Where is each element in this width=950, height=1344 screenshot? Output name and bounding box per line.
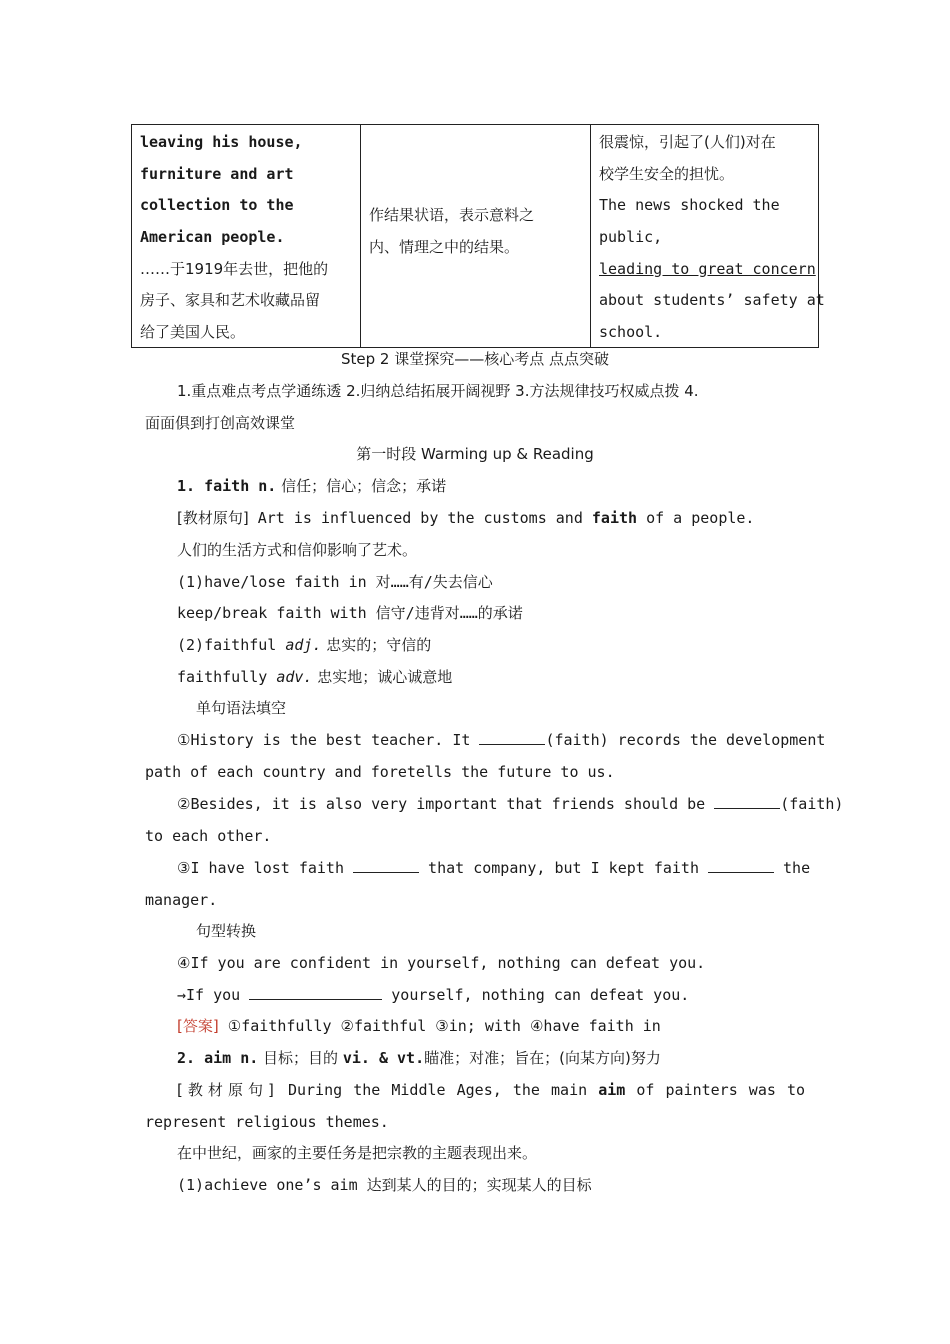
derivative-def: 忠实的；守信的 — [321, 636, 432, 654]
intro-line: 面面俱到打创高效课堂 — [145, 414, 296, 432]
exercise-question — [177, 979, 689, 1011]
table-col-sample — [591, 125, 825, 347]
table-text: ……于1919年去世，把他的 — [140, 259, 329, 278]
vocab-word: faith n. — [204, 477, 277, 495]
question-text: ②Besides, it is also very important that friends should be — [177, 795, 715, 813]
exercise-question — [177, 788, 844, 820]
table-text-underlined: leading to great concern — [599, 259, 816, 278]
table-text: 内、情理之中的结果。 — [369, 237, 520, 256]
section-heading: 第一时段 Warming up & Reading — [356, 445, 594, 463]
part-of-speech: adj. — [285, 636, 322, 654]
translation: 人们的生活方式和信仰影响了艺术。 — [177, 541, 418, 559]
question-text: (faith) — [780, 795, 844, 813]
answer-blank[interactable] — [479, 728, 545, 745]
exercise-title: 单句语法填空 — [196, 699, 287, 717]
vocab-definition: 信任；信心；信念；承诺 — [276, 477, 447, 495]
derivative-line — [177, 629, 431, 661]
table-text: school. — [599, 323, 663, 342]
table-text: about students’ safety at — [599, 291, 825, 310]
answer-blank[interactable] — [353, 856, 419, 873]
source-label: [教材原句] — [177, 1081, 277, 1099]
exercise-question-cont: path of each country and foretells the future to us. — [145, 763, 615, 781]
question-text: ③I have lost faith — [177, 859, 354, 877]
question-text: (faith) records the development — [545, 731, 826, 749]
question-text: →If you — [177, 986, 250, 1004]
exercise-question — [177, 852, 811, 884]
source-sentence-cont: represent religious themes. — [145, 1113, 389, 1131]
table-text: 作结果状语，表示意料之 — [369, 206, 535, 224]
table-text: collection to the — [140, 196, 294, 215]
exercise-question — [177, 724, 826, 756]
question-text: ①History is the best teacher. It — [177, 731, 480, 749]
question-text: yourself, nothing can defeat you. — [382, 986, 690, 1004]
grammar-table — [131, 124, 825, 348]
phrase-line: (1)achieve one’s aim 达到某人的目的；实现某人的目标 — [177, 1176, 592, 1194]
source-keyword: aim — [598, 1081, 626, 1099]
question-text: the — [774, 859, 811, 877]
step-heading: Step 2 课堂探究——核心考点 点点突破 — [340, 350, 609, 368]
phrase-line: (1)have/lose faith in 对……有/失去信心 — [177, 573, 493, 591]
part-of-speech: adv. — [276, 668, 313, 686]
answer-blank[interactable] — [249, 983, 382, 1000]
answer-label: [答案] — [177, 1017, 219, 1035]
exercise-question-cont: to each other. — [145, 827, 272, 845]
exercise-title: 句型转换 — [196, 922, 257, 940]
table-text: 房子、家具和艺术收藏品留 — [140, 291, 321, 310]
derivative-word: faithfully — [177, 668, 277, 686]
table-text: leaving his house, — [140, 133, 303, 151]
question-text: that company, but I kept faith — [419, 859, 708, 877]
answer-line — [177, 1010, 661, 1042]
table-text: American people. — [140, 228, 285, 247]
source-text: Art is influenced by the customs and — [248, 509, 592, 527]
vocab-heading — [177, 1042, 661, 1074]
vocab-pos: vi. & vt. — [342, 1049, 425, 1067]
table-col-example — [132, 125, 361, 347]
phrase-line: keep/break faith with 信守/违背对……的承诺 — [177, 604, 523, 622]
vocab-number: 1. — [177, 477, 205, 495]
exercise-question-cont: manager. — [145, 891, 218, 909]
exercise-question: ④If you are confident in yourself, nothing can defeat you. — [177, 954, 706, 972]
source-sentence — [177, 502, 754, 534]
answer-blank[interactable] — [714, 792, 780, 809]
table-text: 很震惊，引起了(人们)对在 — [599, 133, 776, 151]
vocab-word: aim n. — [204, 1049, 259, 1067]
answer-text: ①faithfully ②faithful ③in; with ④have faith in — [218, 1017, 661, 1035]
derivative-line — [177, 661, 452, 693]
source-keyword: faith — [591, 509, 638, 527]
vocab-number: 2. — [177, 1049, 205, 1067]
table-text: 校学生安全的担忧。 — [599, 164, 735, 183]
source-text: During the Middle Ages, the main — [287, 1081, 599, 1099]
vocab-definition: 瞄准；对准；旨在；(向某方向)努力 — [424, 1049, 661, 1067]
derivative-word: (2)faithful — [177, 636, 286, 654]
table-text: furniture and art — [140, 164, 294, 183]
source-text: of a people. — [637, 509, 755, 527]
table-text: public, — [599, 228, 663, 247]
vocab-definition: 目标；目的 — [258, 1049, 343, 1067]
source-sentence — [177, 1074, 805, 1106]
answer-blank[interactable] — [708, 856, 774, 873]
table-text: The news shocked the — [599, 196, 780, 215]
source-text: of painters was to — [625, 1081, 806, 1099]
vocab-heading — [177, 470, 446, 502]
derivative-def: 忠实地；诚心诚意地 — [312, 668, 453, 686]
source-label: [教材原句] — [177, 509, 249, 527]
table-col-usage — [361, 125, 591, 347]
table-text: 给了美国人民。 — [140, 323, 246, 342]
translation: 在中世纪，画家的主要任务是把宗教的主题表现出来。 — [177, 1144, 538, 1162]
intro-line: 1.重点难点考点学通练透 2.归纳总结拓展开阔视野 3.方法规律技巧权威点拨 4. — [177, 382, 699, 400]
